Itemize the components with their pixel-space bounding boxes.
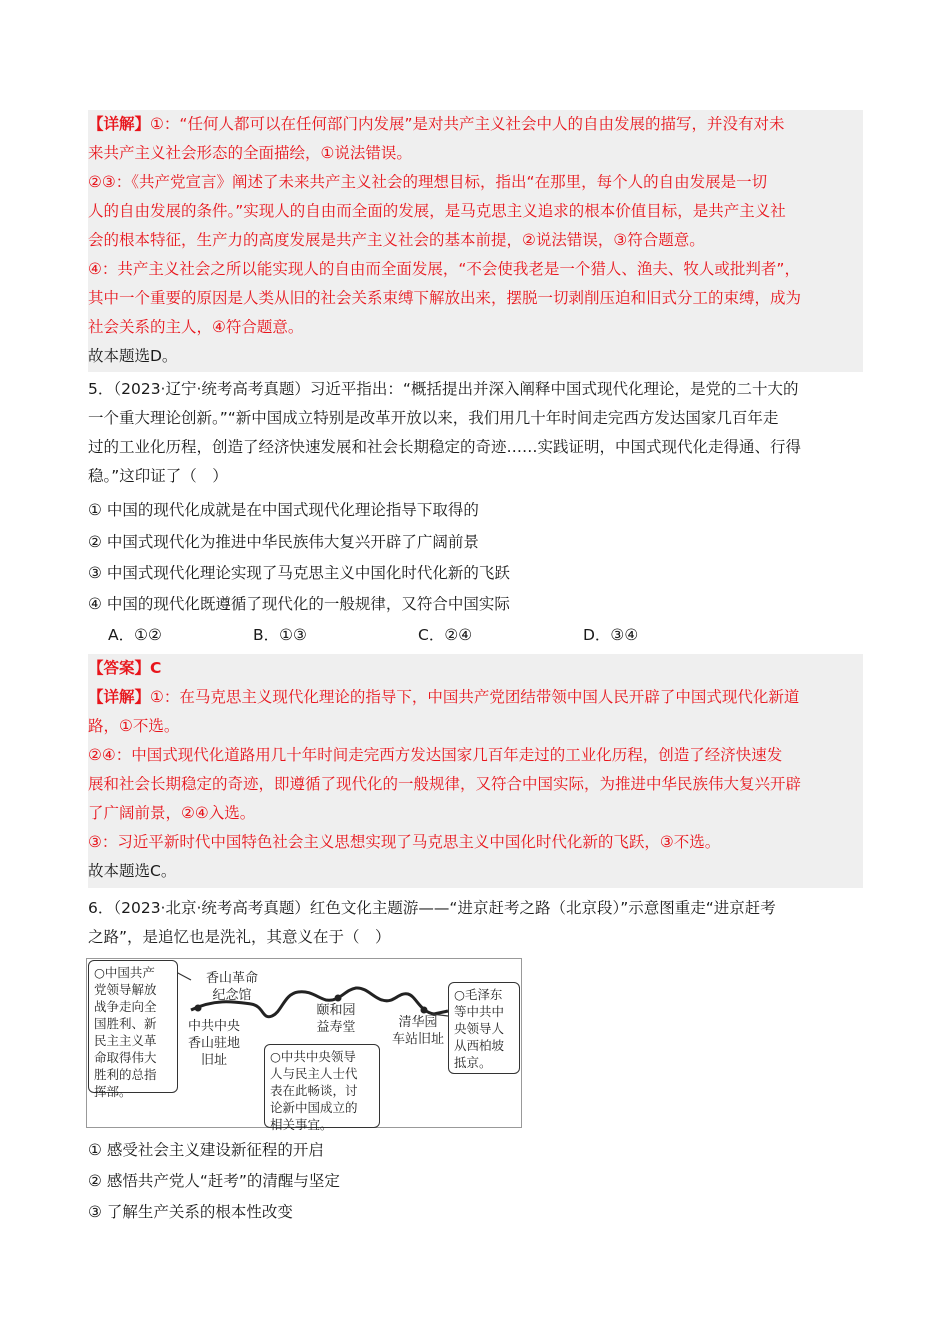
place-label-line: 清华园 [398, 1015, 438, 1030]
q5-explanation-line: 路，①不选。 [88, 717, 180, 735]
q6-stem-line: 之路”，是追忆也是洗礼，其意义在于（ ） [88, 928, 391, 946]
answer-tag: 【答案】 [88, 659, 151, 677]
place-label-line: 旧址 [200, 1053, 227, 1068]
point-marker [195, 1005, 202, 1012]
callout-text: 抵京。 [454, 1055, 492, 1070]
callout-right [448, 982, 520, 1074]
q5-explanation-line: 了广阔前景，②④入选。 [88, 804, 256, 822]
q4-explanation-line: 社会关系的主人，④符合题意。 [88, 318, 304, 336]
callout-text: ○中国共产 [94, 965, 155, 980]
explanation-tag: 【详解】 [88, 688, 151, 706]
label-xiangshan-memorial [200, 970, 264, 1004]
label-qinghua [386, 1014, 450, 1048]
explanation-tag: 【详解】 [88, 115, 151, 133]
q6-option-3: ③ 了解生产关系的根本性改变 [88, 1203, 293, 1221]
q5-option-1: ① 中国的现代化成就是在中国式现代化理论指导下取得的 [88, 501, 479, 519]
callout-text: 等中共中 [454, 1004, 505, 1019]
callout-text: 从西柏坡 [454, 1038, 505, 1053]
place-label-line: 香山驻地 [187, 1036, 240, 1051]
callout-text: 党领导解放 [94, 982, 157, 997]
q5-explanation-line: ②④：中国式现代化道路用几十年时间走完西方发达国家几百年走过的工业化历程，创造了经济快速发 [88, 746, 783, 764]
place-label-line: 颐和园 [316, 1003, 356, 1018]
q4-explanation-line: 人的自由发展的条件。”实现人的自由而全面的发展，是马克思主义追求的根本价值目标，是共产主义社 [88, 202, 786, 220]
explanation-text: ①：在马克思主义现代化理论的指导下，中国共产党团结带领中国人民开辟了中国式现代化新道 [150, 688, 800, 706]
q5-stem-line: 稳。”这印证了（ ） [88, 467, 228, 485]
label-xiangshan-site [182, 1018, 246, 1069]
q4-explanation-line [88, 110, 863, 139]
callout-text: 论新中国成立的 [270, 1100, 358, 1115]
label-yiheyuan [304, 1002, 368, 1036]
q6-stem [88, 894, 863, 952]
q5-option-2: ② 中国式现代化为推进中华民族伟大复兴开辟了广阔前景 [88, 533, 479, 551]
callout-center [264, 1044, 380, 1132]
q5-choice-a[interactable]: A．①② [108, 626, 162, 644]
q5-stem-line: 一个重大理论创新。”“新中国成立特别是改革开放以来，我们用几十年时间走完西方发达国家几百年走 [88, 409, 779, 427]
q4-explanation-line: ②③：《共产党宣言》阐述了未来共产主义社会的理想目标，指出“在那里，每个人的自由发展是一切 [88, 173, 768, 191]
q6-stem-line: 6．（2023·北京·统考高考真题）红色文化主题游——“进京赶考之路（北京段）”示意图重走“进京赶考 [88, 899, 776, 917]
q5-choice-d[interactable]: D．③④ [583, 626, 639, 644]
q4-explanation-line: 来共产主义社会形态的全面描绘，①说法错误。 [88, 144, 412, 162]
q6-option-1: ① 感受社会主义建设新征程的开启 [88, 1141, 324, 1159]
q5-conclusion: 故本题选C。 [88, 862, 177, 880]
callout-text: 央领导人 [454, 1021, 505, 1036]
place-label-line: 车站旧址 [391, 1032, 444, 1047]
callout-pointer [176, 972, 191, 980]
q5-option-4: ④ 中国的现代化既遵循了现代化的一般规律，又符合中国实际 [88, 595, 510, 613]
q5-answer-line [88, 654, 863, 683]
callout-text: ○中共中央领导 [270, 1049, 356, 1064]
q6-option-2: ② 感悟共产党人“赶考”的清醒与坚定 [88, 1172, 340, 1190]
q5-option-3: ③ 中国式现代化理论实现了马克思主义中国化时代化新的飞跃 [88, 564, 510, 582]
route-map [86, 958, 522, 1132]
q5-explanation-line: ③：习近平新时代中国特色社会主义思想实现了马克思主义中国化时代化新的飞跃，③不选。 [88, 833, 721, 851]
q5-stem-line: 5．（2023·辽宁·统考高考真题）习近平指出：“概括提出并深入阐释中国式现代化理论，是党的二十大的 [88, 380, 799, 398]
q5-answer-block [88, 654, 863, 888]
callout-text: 命取得伟大 [94, 1050, 157, 1065]
q4-explanation-line: ④：共产主义社会之所以能实现人的自由而全面发展，“不会使我老是一个猎人、渔夫、牧人或批判者”， [88, 260, 800, 278]
q5-explanation-line: 展和社会长期稳定的奇迹，即遵循了现代化的一般规律，又符合中国实际，为推进中华民族伟大复兴开辟 [88, 775, 802, 793]
q4-explanation-line: 其中一个重要的原因是人类从旧的社会关系束缚下解放出来，摆脱一切剥削压迫和旧式分工的束缚，成为 [88, 289, 802, 307]
point-marker [421, 1007, 428, 1014]
place-label-line: 纪念馆 [212, 988, 252, 1003]
place-label-line: 中共中央 [187, 1019, 240, 1034]
callout-text: 表在此畅谈，讨 [270, 1083, 358, 1098]
q5-stem [88, 375, 863, 491]
q5-stem-line: 过的工业化历程，创造了经济快速发展和社会长期稳定的奇迹……实践证明，中国式现代化走得通、行得 [88, 438, 802, 456]
q5-choice-c[interactable]: C．②④ [418, 626, 473, 644]
q4-explanation-block [88, 110, 863, 372]
explanation-text: ①：“任何人都可以在任何部门内发展”是对共产主义社会中人的自由发展的描写，并没有对未 [150, 115, 785, 133]
q4-conclusion: 故本题选D。 [88, 347, 178, 365]
callout-text: 挥部。 [94, 1084, 132, 1099]
q5-explanation-line [88, 683, 863, 712]
answer-value: C [150, 659, 162, 677]
callout-text: 民主主义革 [94, 1033, 157, 1048]
callout-text: 人与民主人士代 [270, 1066, 358, 1081]
callout-text: 国胜利、新 [94, 1016, 157, 1031]
callout-text: 胜利的总指 [94, 1067, 157, 1082]
callout-text: 战争走向全 [94, 999, 157, 1014]
q4-explanation-line: 会的根本特征，生产力的高度发展是共产主义社会的基本前提，②说法错误，③符合题意。 [88, 231, 705, 249]
callout-text: 相关事宜。 [270, 1117, 333, 1132]
callout-text: ○毛泽东 [454, 987, 503, 1002]
place-label-line: 益寿堂 [316, 1020, 356, 1035]
callout-left [88, 960, 178, 1099]
q5-choice-b[interactable]: B．①③ [253, 626, 307, 644]
point-marker [335, 995, 342, 1002]
place-label-line: 香山革命 [205, 971, 258, 986]
